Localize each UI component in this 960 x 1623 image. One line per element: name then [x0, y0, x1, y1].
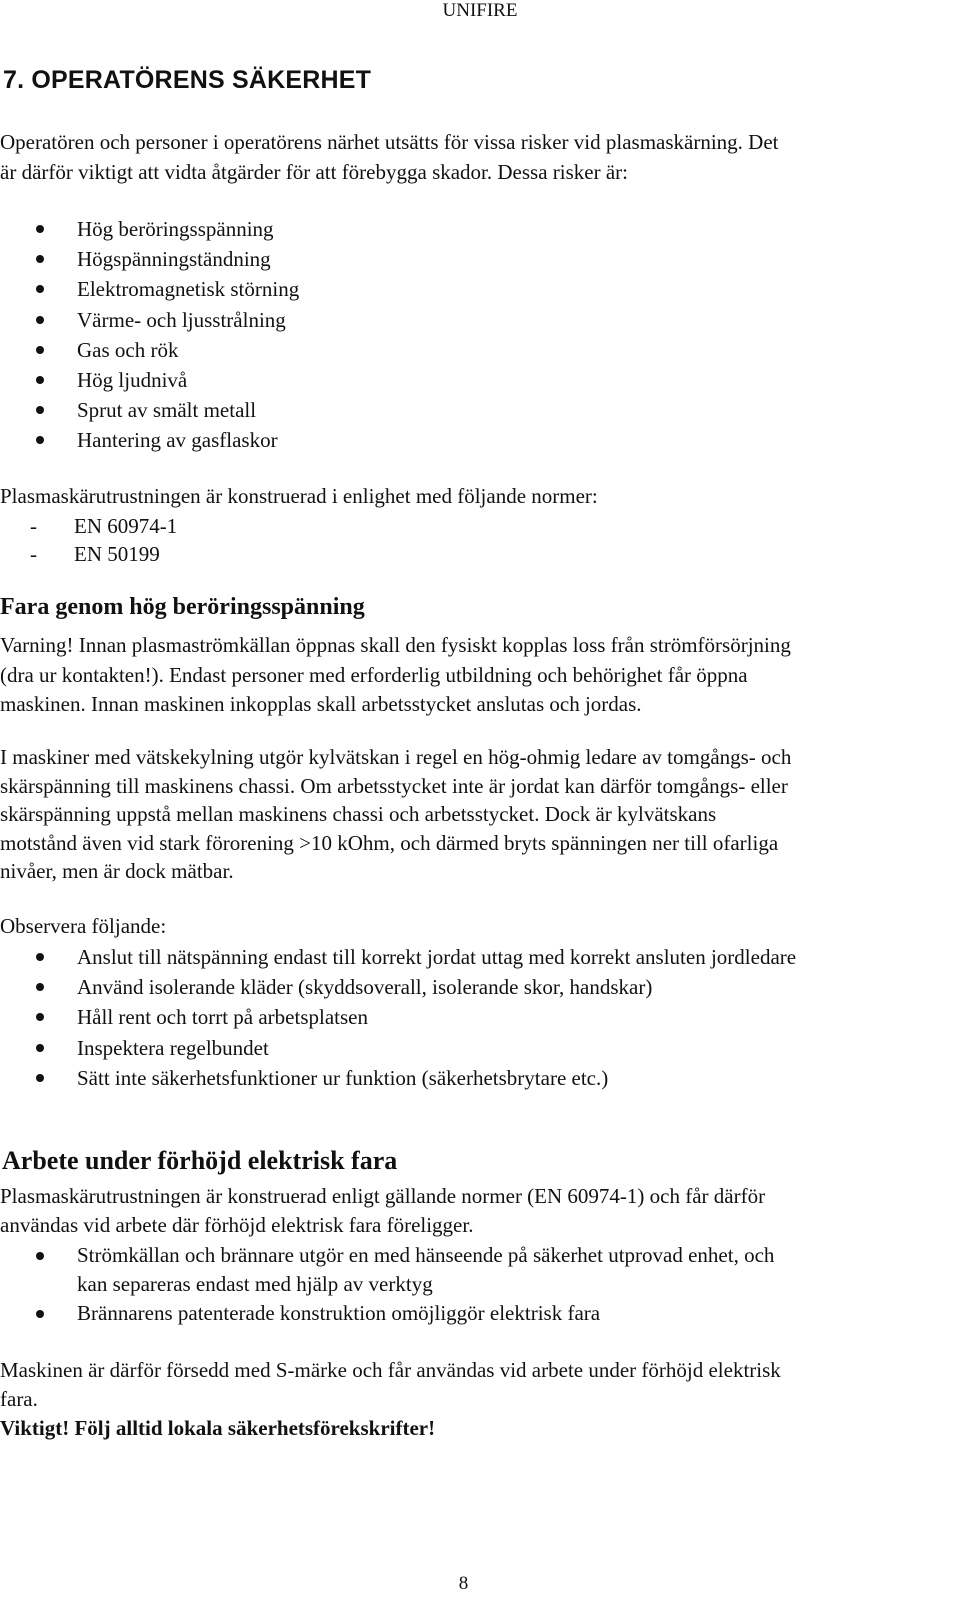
bullet-icon: [36, 953, 44, 961]
bullet-icon: [36, 225, 44, 233]
elevated-hazard-heading: Arbete under förhöjd elektrisk fara: [2, 1146, 398, 1175]
header-brand: UNIFIRE: [442, 0, 518, 21]
bullet-icon: [36, 1310, 44, 1318]
text-line: Maskinen är därför försedd med S-märke och får användas vid arbete under förhöjd elektrisk: [0, 1358, 781, 1382]
elevated-item: Strömkällan och brännare utgör en med hänseende på säkerhet utprovad enhet, och kan separeras endast med hjälp av verktyg: [0, 1241, 774, 1299]
coolant-paragraph: [0, 743, 791, 886]
elevated-item: Brännarens patenterade konstruktion omöjliggör elektrisk fara: [0, 1299, 774, 1328]
text-line: maskinen. Innan maskinen inkopplas skall arbetsstycket anslutas och jordas.: [0, 692, 642, 716]
page-number: 8: [458, 1573, 469, 1594]
contact-voltage-heading: Fara genom hög beröringsspänning: [0, 594, 365, 620]
bullet-icon: [36, 1074, 44, 1082]
dash-icon: -: [30, 514, 37, 538]
text-line: användas vid arbete där förhöjd elektrisk fara föreligger.: [0, 1213, 474, 1237]
elevated-list: [0, 1241, 774, 1328]
observe-item: Anslut till nätspänning endast till korrekt jordat uttag med korrekt ansluten jordledare: [0, 942, 796, 972]
text-line: I maskiner med vätskekylning utgör kylvätskan i regel en hög-ohmig ledare av tomgångs- och: [0, 745, 792, 769]
s-mark-paragraph: [0, 1356, 781, 1443]
observe-item: Inspektera regelbundet: [0, 1033, 796, 1063]
text-line: motstånd även vid stark förorening >10 kOhm, och därmed bryts spänningen ner till ofarliga: [0, 830, 779, 855]
contact-warning-paragraph: [0, 631, 791, 720]
norm-label: EN 60974-1: [74, 514, 178, 538]
important-notice: Viktigt! Följ alltid lokala säkerhetsförekskrifter!: [0, 1416, 436, 1440]
text-line: (dra ur kontakten!). Endast personer med erforderlig utbildning och behörighet får öppna: [0, 662, 748, 687]
text-line: skärspänning uppstå mellan maskinens chassi och arbetsstycket. Dock är kylvätskans: [0, 802, 717, 827]
text-line: fara.: [0, 1387, 38, 1411]
risk-item: Sprut av smält metall: [0, 395, 299, 425]
bullet-icon: [36, 255, 44, 263]
observe-item: Använd isolerande kläder (skyddsoverall, isolerande skor, handskar): [0, 972, 796, 1002]
text-line: skärspänning till maskinens chassi. Om arbetsstycket inte är jordat kan därför tomgångs- eller: [0, 773, 788, 798]
observe-list: [0, 942, 796, 1093]
intro-paragraph: [0, 128, 779, 187]
risk-item: Värme- och ljusstrålning: [0, 305, 299, 335]
elevated-paragraph: [0, 1182, 765, 1240]
bullet-icon: [36, 1044, 44, 1052]
risk-item: Hantering av gasflaskor: [0, 425, 299, 455]
bullet-icon: [36, 1252, 44, 1260]
section-title: 7. OPERATÖRENS SÄKERHET: [3, 66, 372, 94]
risk-item: Hög ljudnivå: [0, 365, 299, 395]
bullet-icon: [36, 406, 44, 414]
bullet-icon: [36, 285, 44, 293]
text-line: Varning! Innan plasmaströmkällan öppnas skall den fysiskt kopplas loss från strömförsörjning: [0, 633, 791, 657]
risk-list: [0, 214, 299, 456]
text-line: Plasmaskärutrustningen är konstruerad enligt gällande normer (EN 60974-1) och får därför: [0, 1184, 766, 1208]
risk-item: Elektromagnetisk störning: [0, 274, 299, 304]
norms-intro: Plasmaskärutrustningen är konstruerad i enlighet med följande normer:: [0, 484, 598, 508]
bullet-icon: [36, 376, 44, 384]
page-header: [0, 0, 960, 22]
bullet-icon: [36, 1013, 44, 1021]
bullet-icon: [36, 346, 44, 354]
risk-item: Högspänningständning: [0, 244, 299, 274]
risk-item: Hög beröringsspänning: [0, 214, 299, 244]
risk-item: Gas och rök: [0, 335, 299, 365]
observe-item: Håll rent och torrt på arbetsplatsen: [0, 1002, 796, 1032]
norm-label: EN 50199: [74, 542, 160, 566]
intro-line-1: Operatören och personer i operatörens närhet utsätts för vissa risker vid plasmaskärning. Det: [0, 130, 779, 154]
observe-label: Observera följande:: [0, 914, 167, 938]
bullet-icon: [36, 983, 44, 991]
bullet-icon: [36, 316, 44, 324]
intro-line-2: är därför viktigt att vidta åtgärder för att förebygga skador. Dessa risker är:: [0, 159, 629, 184]
bullet-icon: [36, 436, 44, 444]
text-line: nivåer, men är dock mätbar.: [0, 859, 234, 884]
dash-icon: -: [30, 542, 37, 566]
observe-item: Sätt inte säkerhetsfunktioner ur funktion (säkerhetsbrytare etc.): [0, 1063, 796, 1093]
